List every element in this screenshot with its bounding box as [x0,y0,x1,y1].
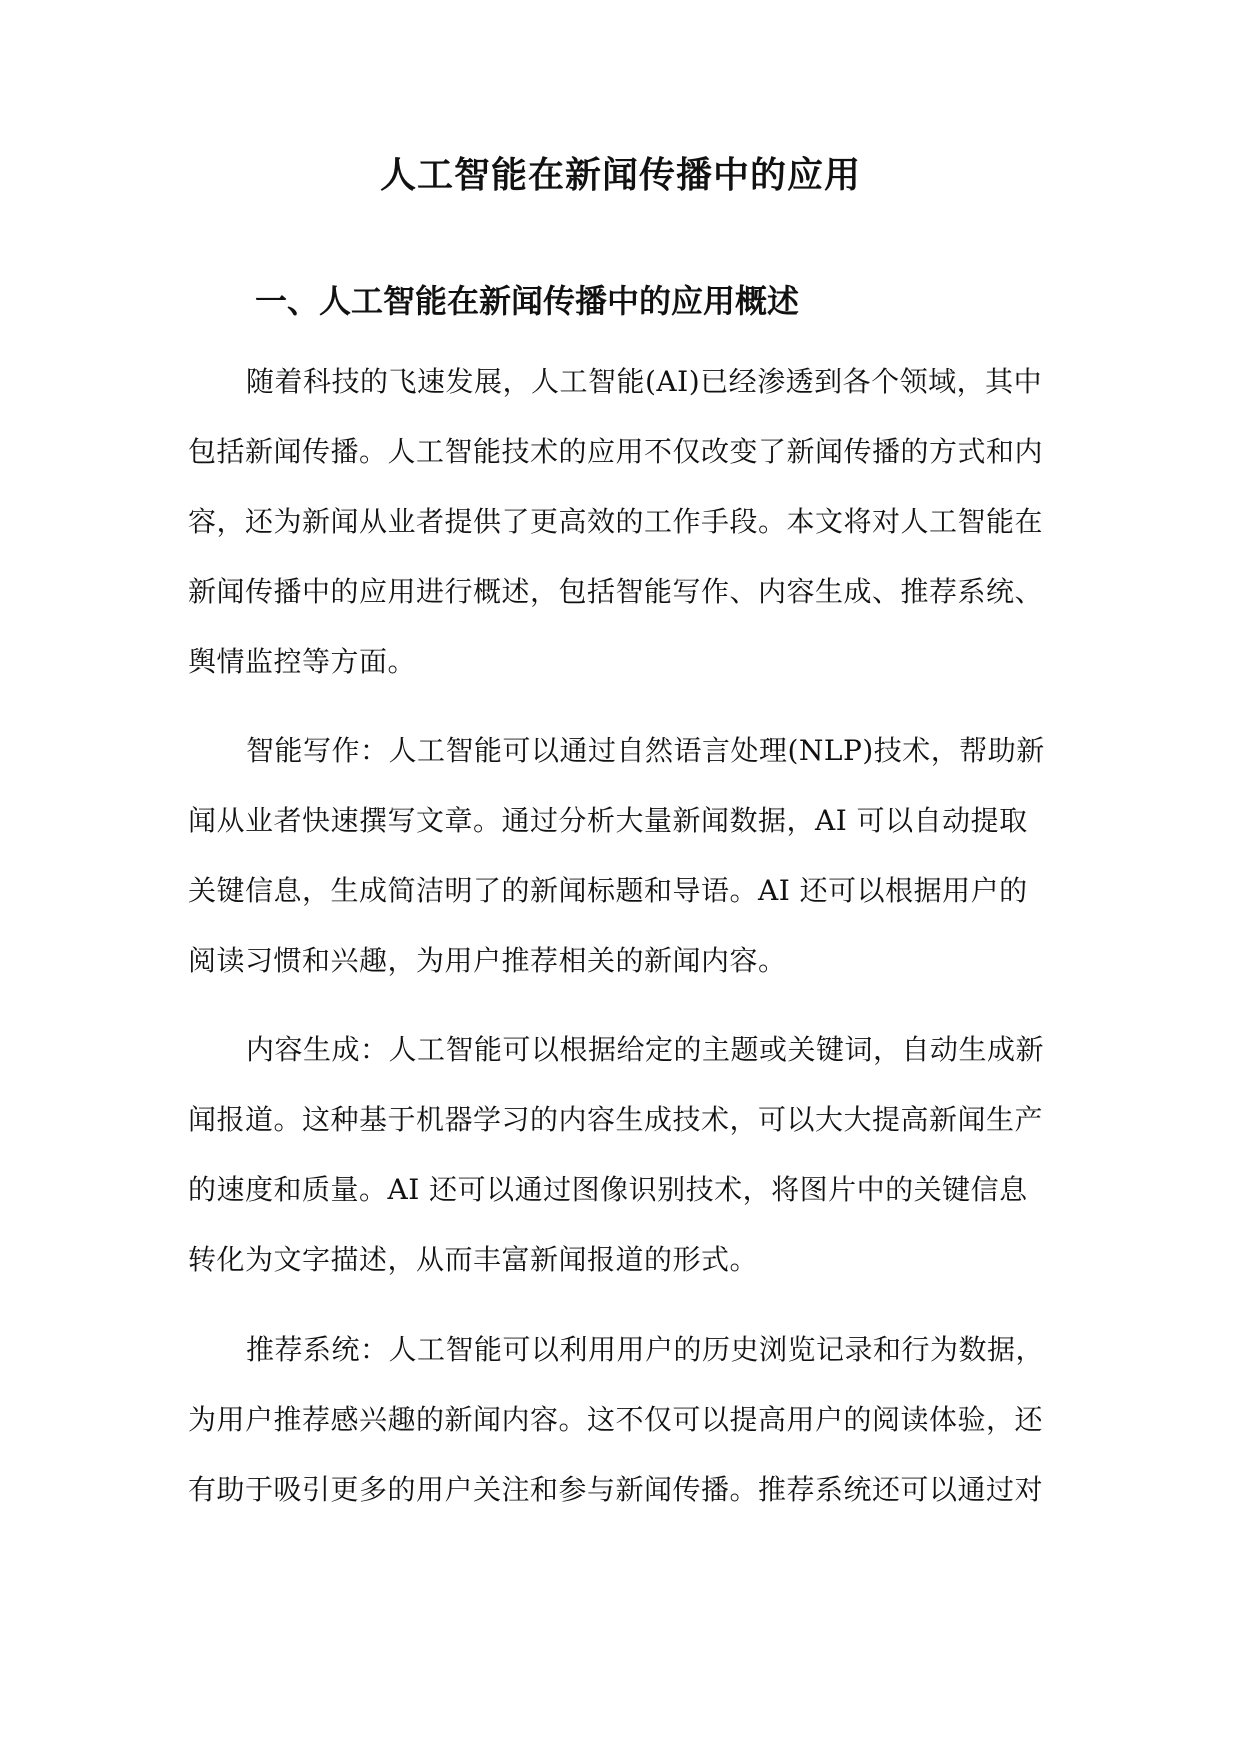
paragraph-line: 转化为文字描述，从而丰富新闻报道的形式。 [188,1243,759,1276]
document-title: 人工智能在新闻传播中的应用 [379,154,861,196]
paragraph-overview [188,347,1068,697]
paragraph-line: 的速度和质量。AI 还可以通过图像识别技术，将图片中的关键信息 [188,1173,1028,1206]
paragraph-line: 关键信息，生成简洁明了的新闻标题和导语。AI 还可以根据用户的 [188,874,1028,907]
paragraph-content-generation [188,1015,1068,1295]
paragraph-smart-writing [188,716,1068,996]
paragraph-line: 内容生成：人工智能可以根据给定的主题或关键词，自动生成新 [246,1033,1045,1066]
paragraph-line: 有助于吸引更多的用户关注和参与新闻传播。推荐系统还可以通过对 [188,1473,1044,1506]
paragraph-line: 闻报道。这种基于机器学习的内容生成技术，可以大大提高新闻生产 [188,1103,1044,1136]
paragraph-line: 新闻传播中的应用进行概述，包括智能写作、内容生成、推荐系统、 [188,575,1044,608]
paragraph-line: 阅读习惯和兴趣，为用户推荐相关的新闻内容。 [188,944,787,977]
paragraph-line: 包括新闻传播。人工智能技术的应用不仅改变了新闻传播的方式和内 [188,435,1044,468]
paragraph-line: 推荐系统：人工智能可以利用用户的历史浏览记录和行为数据， [246,1333,1045,1366]
paragraph-line: 为用户推荐感兴趣的新闻内容。这不仅可以提高用户的阅读体验，还 [188,1403,1044,1436]
section-heading: 一、人工智能在新闻传播中的应用概述 [255,282,800,320]
paragraph-recommendation [188,1315,1068,1525]
paragraph-line: 舆情监控等方面。 [188,645,417,678]
paragraph-line: 智能写作：人工智能可以通过自然语言处理(NLP)技术，帮助新 [246,734,1045,767]
paragraph-line: 容，还为新闻从业者提供了更高效的工作手段。本文将对人工智能在 [188,505,1044,538]
paragraph-line: 闻从业者快速撰写文章。通过分析大量新闻数据，AI 可以自动提取 [188,804,1028,837]
paragraph-line: 随着科技的飞速发展，人工智能(AI)已经渗透到各个领域，其中 [246,365,1043,398]
